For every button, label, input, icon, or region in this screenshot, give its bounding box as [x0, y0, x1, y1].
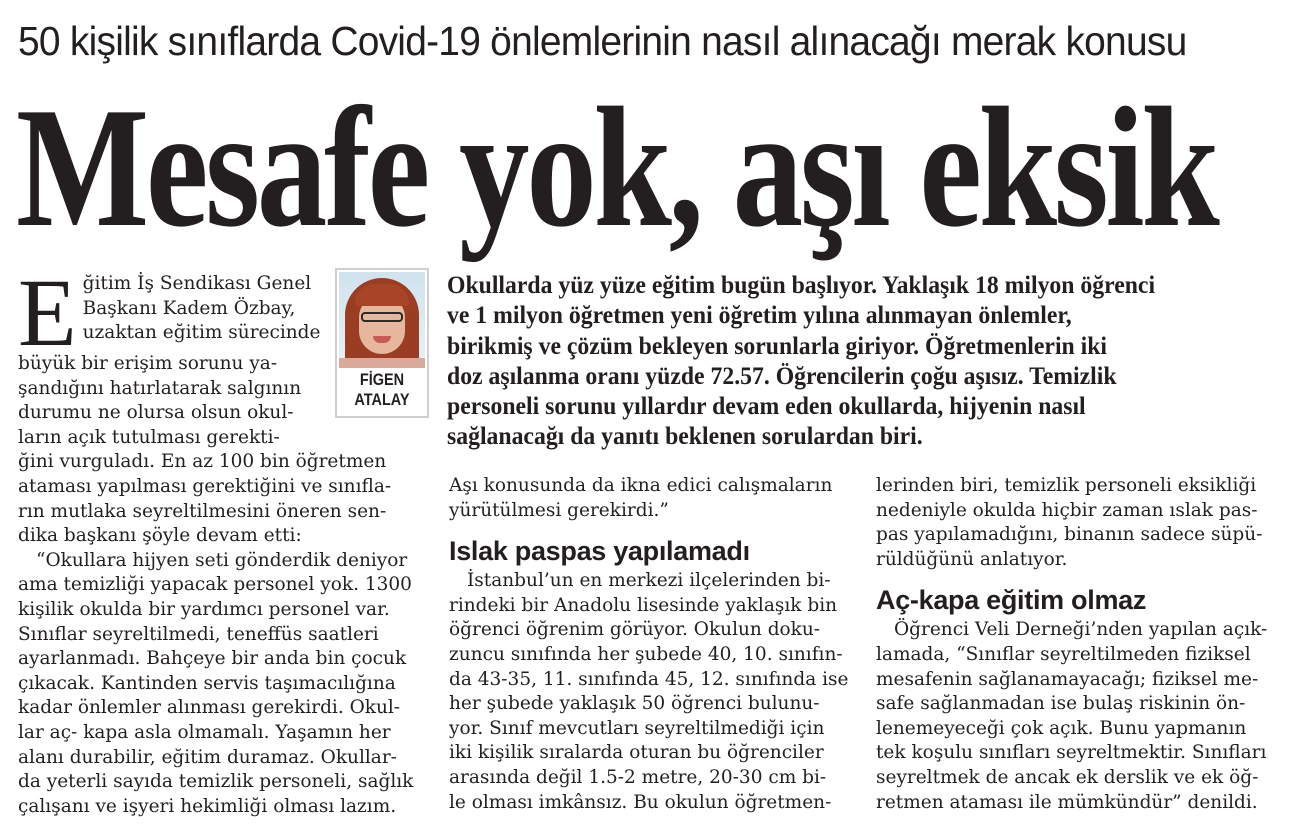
column-3 — [876, 474, 1288, 815]
text-line: uzaktan eğitim sürecinde — [82, 322, 321, 344]
text-line: safe sağlanmadan ise bulaş riskinin ön- — [876, 693, 1246, 715]
text-line: büyük bir erişim sorunu ya- — [18, 353, 278, 374]
text-line: şandığını hatırlatarak salgının — [18, 377, 302, 399]
text-line: da 43-35, 11. sınıfında 45, 12. sınıfında ise — [449, 668, 849, 690]
text-line: retmen ataması ile mümkündür” denildi. — [876, 791, 1258, 813]
text-line: tek koşulu sınıfları seyreltmektir. Sınıfları — [876, 742, 1267, 764]
lead-line: ve 1 milyon öğretmen yeni öğretim yılına alınmayan önlemler, — [447, 300, 1072, 330]
text-line: her şubede yaklaşık 50 öğrenci bulunu- — [449, 693, 820, 715]
text-line: lar aç- kapa asla olmamalı. Yaşamın her — [18, 721, 391, 743]
text-line: Öğrenci Veli Derneği’nden yapılan açık- — [894, 619, 1268, 641]
headline: Mesafe yok, aşı eksik — [16, 73, 1217, 263]
text-line: arasında değil 1.5-2 metre, 20-30 cm bi- — [449, 766, 827, 788]
kicker: 50 kişilik sınıflarda Covid-19 önlemlerinin nasıl alınacağı merak konusu — [18, 18, 1187, 64]
text-line: ataması yapılması gerektiğini ve sınıfla- — [18, 475, 392, 497]
text-line: lamada, “Sınıflar seyreltilmeden fiziksel — [876, 643, 1251, 665]
text-line: rın mutlaka seyreltilmesini öneren sen- — [18, 500, 387, 522]
author-shoulders — [339, 358, 425, 368]
text-line: iki kişilik sıralarda oturan bu öğrenciler — [449, 742, 824, 764]
text-line: durumu ne olursa olsun okul- — [18, 402, 294, 424]
text-line: seyreltmek de ancak ek derslik ve ek öğ- — [876, 766, 1259, 788]
text-line: ların açık tutulması gerekti- — [18, 426, 280, 448]
text-line: lenemeyeceği çok açık. Bunu yapmanın — [876, 717, 1247, 739]
author-bangs — [355, 284, 409, 306]
author-box — [335, 268, 429, 418]
text-line: çalışanı ve işyeri hekimliği olması lazım. — [18, 795, 397, 817]
text-line: da yeterli sayıda temizlik personeli, sağlık — [18, 771, 414, 793]
intro-block — [18, 259, 323, 450]
text-line: kişilik okulda bir yardımcı personel var. — [18, 598, 390, 620]
text-line: ğini vurguladı. En az 100 bin öğretmen — [18, 451, 387, 473]
text-line: ayarlanmadı. Bahçeye bir anda bin çocuk — [18, 648, 407, 670]
text-line: alanı durabilir, eğitim duramaz. Okullar- — [18, 746, 397, 768]
text-line: le olması imkânsız. Bu okulun öğretmen- — [449, 791, 832, 813]
text-line: öğrenci öğrenim görüyor. Okulun doku- — [449, 619, 821, 641]
author-first-name: FİGEN — [359, 370, 405, 389]
subheading-ac-kapa: Aç-kapa eğitim olmaz — [876, 585, 1147, 616]
text-line: zuncu sınıfında her şubede 40, 10. sınıfın- — [449, 643, 843, 665]
author-last-name: ATALAY — [354, 390, 410, 409]
text-line: rüldüğünü anlatıyor. — [876, 548, 1068, 570]
lead-line: personeli sorunu yıllardır devam eden okullarda, hijyenin nasıl — [447, 391, 1086, 421]
author-glasses — [361, 312, 403, 322]
text-line: ğitim İş Sendikası Genel — [82, 273, 312, 294]
column-2 — [449, 474, 864, 815]
author-photo — [339, 272, 425, 368]
lead-line: doz aşılanma oranı yüzde 72.57. Öğrencilerin çoğu aşısız. Temizlik — [447, 360, 1117, 390]
text-line: rindeki bir Anadolu lisesinde yaklaşık bin — [449, 594, 838, 616]
text-line: Aşı konusunda da ikna edici calışmaların — [449, 475, 833, 496]
text-line: mesafenin sağlanamayacağı; fiziksel me- — [876, 668, 1259, 690]
text-line: Sınıflar seyreltilmedi, teneffüs saatleri — [18, 623, 379, 645]
text-line: pas yapılamadığını, binanın sadece süpü- — [876, 524, 1263, 546]
text-line: yürütülmesi gerekirdi.” — [449, 499, 669, 521]
text-line: çıkacak. Kantinden servis taşımacılığına — [18, 672, 396, 694]
text-line: nedeniyle okulda hiçbir zaman ıslak pas- — [876, 499, 1258, 521]
text-line: Başkanı Kadem Özbay, — [82, 297, 296, 319]
text-line: yor. Sınıf mevcutları seyreltilmediği için — [449, 717, 825, 739]
lead-paragraph — [447, 270, 1277, 452]
drop-cap: E — [18, 259, 77, 366]
text-line: “Okullara hijyen seti gönderdik deniyor — [36, 549, 408, 571]
lead-line: birikmiş ve çözüm bekleyen sorunlarla giriyor. Öğretmenlerin iki — [447, 330, 1108, 360]
lead-line: Okullarda yüz yüze eğitim bugün başlıyor. Yaklaşık 18 milyon öğrenci — [447, 270, 1156, 299]
subheading-islak-paspas: Islak paspas yapılamadı — [449, 536, 750, 567]
text-line: kadar önlemler alınması gerekirdi. Okul- — [18, 697, 401, 719]
author-byline — [345, 370, 418, 410]
text-line: ama temizliği yapacak personel yok. 1300 — [18, 574, 412, 596]
text-line: lerinden biri, temizlik personeli eksikliği — [876, 475, 1257, 496]
lead-line: sağlanacağı da yanıtı beklenen sorulardan biri. — [447, 421, 923, 451]
text-line: İstanbul’un en merkezi ilçelerinden bi- — [467, 570, 831, 592]
text-line: dika başkanı şöyle devam etti: — [18, 525, 302, 547]
